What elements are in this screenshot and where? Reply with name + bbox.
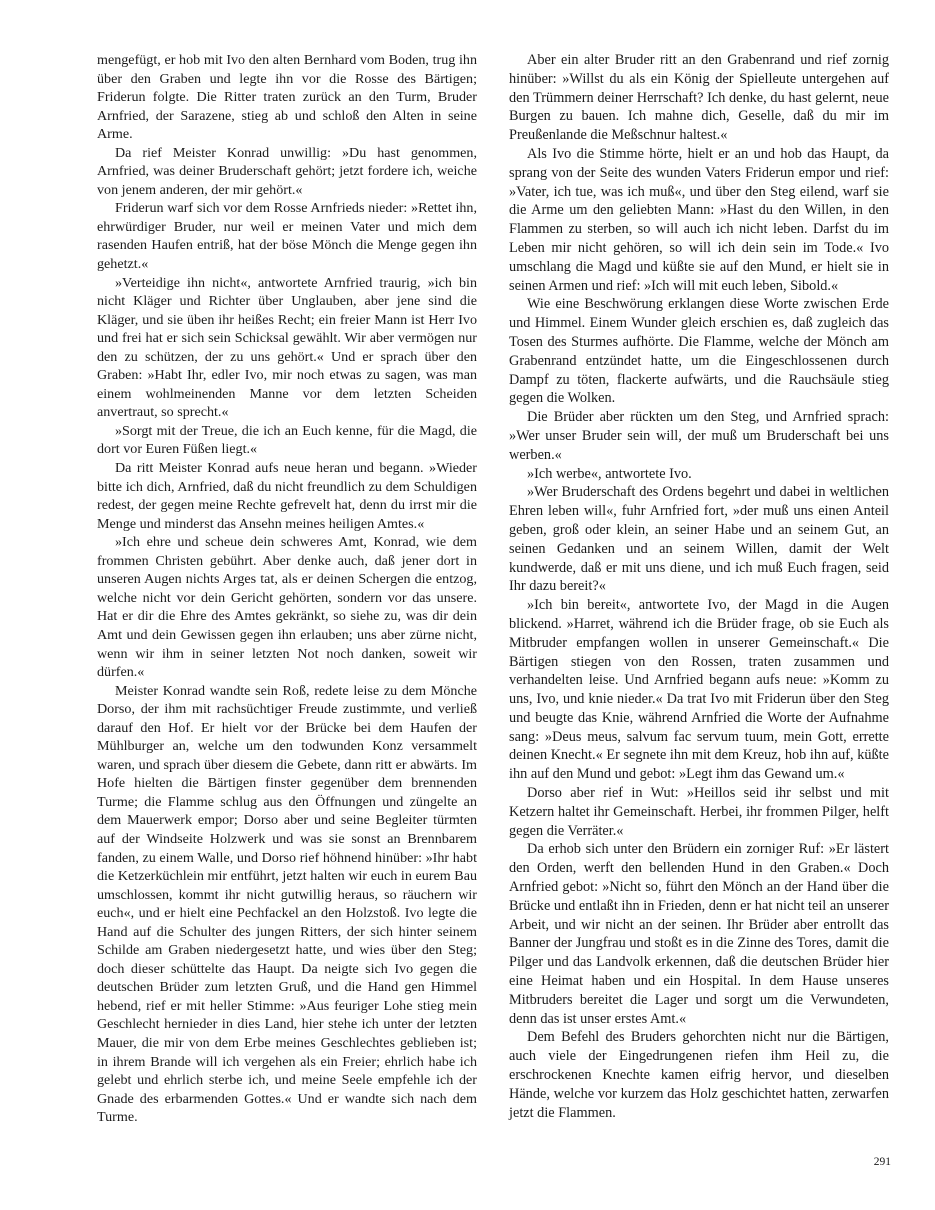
paragraph: Aber ein alter Bruder ritt an den Grabenrand und rief zornig hinüber: »Willst du als ein König der Spielleute untergehen auf den Trümmern deiner Herrschaft? Ich denke, du hast gelernt, neue Burgen zu bauen. Ich mahne dich, Geselle, daß du mir im Preußenlande die Meßschnur haltest.« xyxy=(509,52,889,144)
paragraph: »Verteidige ihn nicht«, antwortete Arnfried traurig, »ich bin nicht Kläger und Richter über Unglauben, aber jene sind die Kläger, und sie üben ihr heißes Recht; ein freier Mann ist Herr Ivo und frei hat er sich sein Schicksal gewählt. Wir aber vermögen nur den zu schützen, der zu uns gehört.« Und er sprach über den Graben: »Habt Ihr, edler Ivo, mir noch etwas zu sagen, was man einem wohlmeinenden Manne vor dem letzten Scheiden anvertraut, so sprecht.« xyxy=(97,274,477,421)
right-text-column xyxy=(509,51,889,1122)
paragraph: Wie eine Beschwörung erklangen diese Worte zwischen Erde und Himmel. Einem Wunder gleich erschien es, daß zugleich das Tosen des Sturmes aufhörte. Die Flamme, welche der Mönch am Grabenrand entzündet hatte, um die Eingeschlossenen durch Dampf zu töten, flackerte aufwärts, und die Rauchsäule stieg gegen die Wolken. xyxy=(509,296,889,407)
paragraph: Da ritt Meister Konrad aufs neue heran und begann. »Wieder bitte ich dich, Arnfried, daß du nicht freundlich zu dem Schuldigen redest, der gegen meine Rechte gefrevelt hat, denn du irrst mir die Menge und minderst das Ansehn meines heiligen Amtes.« xyxy=(97,460,477,532)
paragraph: »Ich bin bereit«, antwortete Ivo, der Magd in die Augen blickend. »Harret, während ich die Brüder frage, ob sie Euch als Mitbruder empfangen wollen in unserer Gemeinschaft.« Die Bärtigen stiegen von den Rossen, traten zusammen und verhandelten leise. Und Arnfried begann aufs neue: »Komm zu uns, Ivo, und knie nieder.« Da trat Ivo mit Friderun über den Steg und beugte das Knie, während Arnfried die Worte der Aufnahme sang: »Deus meus, salvum fac servum tuum, mein Gott, errette deinen Knecht.« Er segnete ihn mit dem Kreuz, hob ihn auf, küßte ihn auf den Mund und gebot: »Legt ihm das Gewand um.« xyxy=(509,597,889,783)
paragraph: Da erhob sich unter den Brüdern ein zorniger Ruf: »Er lästert den Orden, werft den bellenden Hund in den Graben.« Doch Arnfried gebot: »Nicht so, führt den Mönch an der Hand über die Brücke und entlaßt ihn in Frieden, denn er hat nicht teil an unserer Arbeit, und wir nicht an der seinen. Ihr Brüder aber entrollt das Banner der Jungfrau und stoßt es in die Zinne des Tores, damit die Pilger und das Landvolk erkennen, daß die deutschen Brüder hier eine Heimat haben und ein Hospital. In dem Hause unseres Mitbruders bereitet die Lager und sorgt um die Verwundeten, denn das ist unser erstes Amt.« xyxy=(509,841,889,1027)
paragraph: »Sorgt mit der Treue, die ich an Euch kenne, für die Magd, die dort vor Euren Füßen liegt.« xyxy=(97,422,477,458)
paragraph: Dem Befehl des Bruders gehorchten nicht nur die Bärtigen, auch viele der Eingedrungenen riefen ihm Heil zu, die erschrockenen Knechte kamen eifrig hervor, und dieselben Hände, welche vor kurzem das Holz geschichtet hatten, zerwarfen jetzt die Flammen. xyxy=(509,1029,889,1121)
paragraph: Friderun warf sich vor dem Rosse Arnfrieds nieder: »Rettet ihn, ehrwürdiger Bruder, nur weil er meinen Vater und mich dem rasenden Haufen entriß, hat der böse Mönch die Menge gegen ihn gehetzt.« xyxy=(97,200,477,273)
paragraph: »Wer Bruderschaft des Ordens begehrt und dabei in weltlichen Ehren leben will«, fuhr Arnfried fort, »der muß uns einen Anteil geben, groß oder klein, an seiner Habe und an seinem Gut, an seinen Gedanken und an seinem Willen, damit der Welt kundwerde, daß er mit uns diene, und ich muß Euch fragen, seid Ihr dazu bereit?« xyxy=(509,484,889,595)
page-number: 291 xyxy=(873,1156,891,1168)
paragraph: mengefügt, er hob mit Ivo den alten Bernhard vom Boden, trug ihn über den Graben und legte ihn vor die Rosse des Bärtigen; Friderun folgte. Die Ritter traten zurück an den Turm, Bruder Arnfried, der Sarazene, stieg ab und schloß den Alten in seine Arme. xyxy=(97,52,477,143)
paragraph: Meister Konrad wandte sein Roß, redete leise zu dem Mönche Dorso, der ihm mit rachsüchtiger Freude zustimmte, und verließ darauf den Hof. Er hielt vor der Brücke bei dem Haufen der Mühlburger an, welche um den todwunden Konz versammelt waren, und sprach über diesem die Gebete, dann ritt er abwärts. Im Hofe hielten die Bärtigen finster gegenüber dem brennenden Turme; die Flamme schlug aus den Öffnungen und züngelte an dem Mauerwerk empor; Dorso aber und seine Begleiter türmten auf der Windseite Holzwerk und was sie sonst an Brennbarem fanden, zu einem Walle, und Dorso rief höhnend hinüber: »Ihr habt die Ketzerküchlein mir entführt, jetzt halten wir euch in eurem Bau umschlossen, kommt ihr nicht gutwillig heraus, so räuchern wir euch«, und er hielt eine Pechfackel an den Holzstoß. Ivo legte die Hand auf die Schulter des jungen Ritters, der sich hinter seinem Schilde am Graben niedergesetzt hatte, und wies über den Steg; doch dieser schüttelte das Haupt. Da neigte sich Ivo gegen die deutschen Brüder zum letzten Gruß, und die Hand gen Himmel hebend, rief er mit heller Stimme: »Aus feuriger Lohe stieg mein Geschlecht hernieder in dies Land, hier stehe ich unter der letzten Mauer, die mir von dem Erbe meines Geschlechtes geblieben ist; in ihrem Brande will ich vergehen als ein Freier; ehrlich habe ich gelebt und ehrlich sterbe ich, und meine Seele empfehle ich der Gnade des erbarmenden Gottes.« Und er wandte sich nach dem Turme. xyxy=(97,682,477,1126)
paragraph: Dorso aber rief in Wut: »Heillos seid ihr selbst und mit Ketzern haltet ihr Gemeinschaft. Herbei, ihr frommen Pilger, helft gegen die Verräter.« xyxy=(509,785,889,839)
paragraph: »Ich ehre und scheue dein schweres Amt, Konrad, wie dem frommen Christen gebührt. Aber denke auch, daß jener dort in unseren Augen nichts Arges tat, als er deinen Schergen die entzog, welche nicht vor dein Gericht gehörten, sondern vor das unsere. Hat er dir die Ehre des Amtes gekränkt, so siehe zu, was dir dein Amt und dein Gewissen gegen ihn erlauben; uns aber zürne nicht, wenn wir ihm in seiner letzten Not noch danken, soweit wir dürfen.« xyxy=(97,534,477,681)
paragraph: Die Brüder aber rückten um den Steg, und Arnfried sprach: »Wer unser Bruder sein will, der muß um Bruderschaft bei uns werben.« xyxy=(509,409,889,463)
left-text-column xyxy=(97,51,477,1127)
paragraph: »Ich werbe«, antwortete Ivo. xyxy=(527,465,692,482)
paragraph: Da rief Meister Konrad unwillig: »Du hast genommen, Arnfried, was deiner Bruderschaft gehört; jetzt fordere ich, weiche von jenem anderen, der mir gehört.« xyxy=(97,144,477,198)
paragraph: Als Ivo die Stimme hörte, hielt er an und hob das Haupt, da sprang von der Seite des wunden Vaters Friderun empor und rief: »Vater, ich tue, was ich muß«, und über den Steg eilend, warf sie die Arme um den geliebten Mann: »Hast du den Willen, in den Flammen zu sterben, so will auch ich nicht leben. Darfst du im Leben mir nicht gehören, so will ich dein sein im Tode.« Ivo umschlang die Magd und küßte sie auf den Mund, er hielt sie in seinen Armen und rief: »Ich will mit euch leben, Sibold.« xyxy=(509,145,889,294)
